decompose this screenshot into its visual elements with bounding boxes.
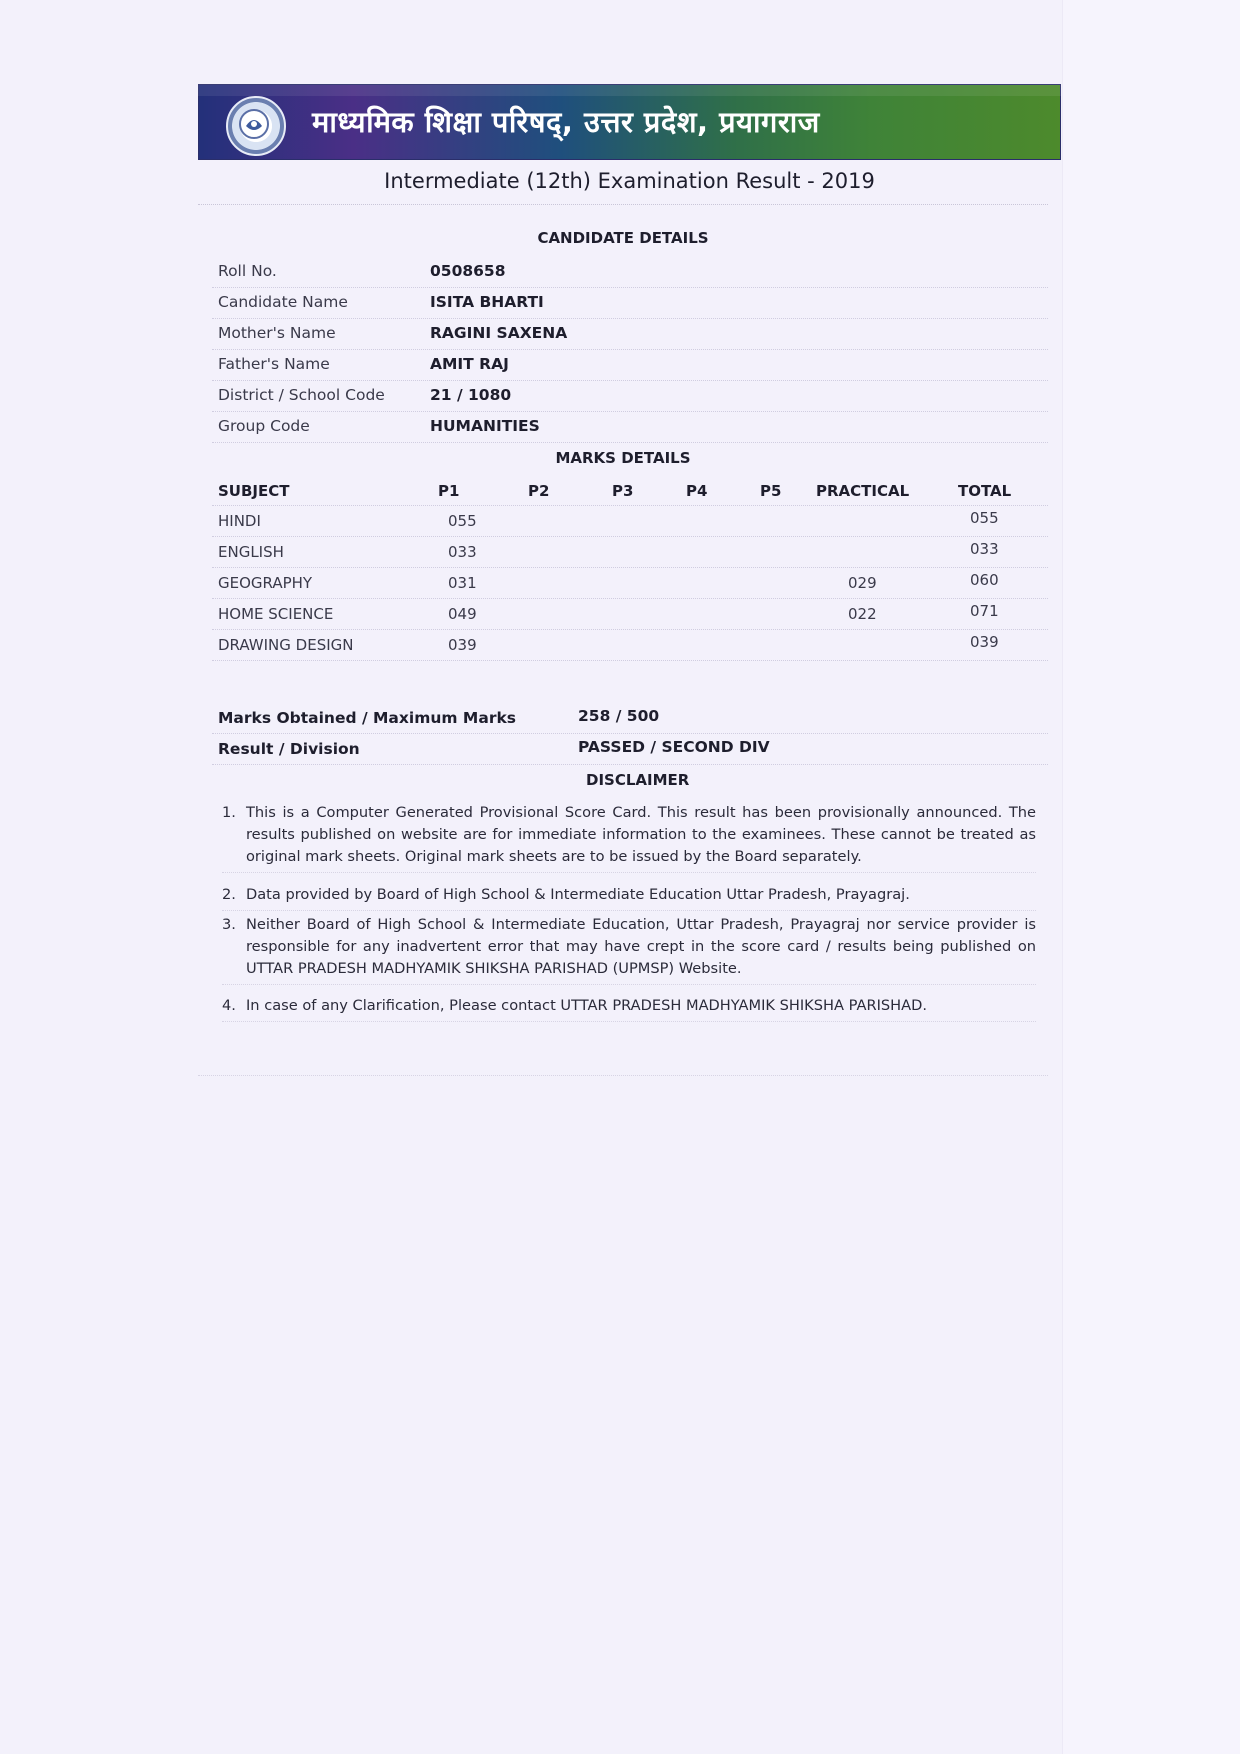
- district-school-code-label: District / School Code: [218, 386, 385, 404]
- col-p2: P2: [528, 482, 550, 500]
- father-name-value: AMIT RAJ: [430, 355, 509, 373]
- disclaimer-item: [222, 914, 1036, 985]
- total-cell: 033: [970, 540, 999, 558]
- col-p1: P1: [438, 482, 460, 500]
- col-practical: PRACTICAL: [816, 482, 910, 500]
- col-p5: P5: [760, 482, 782, 500]
- candidate-name-row: [212, 287, 1048, 319]
- subject-cell: GEOGRAPHY: [218, 574, 313, 592]
- group-code-value: HUMANITIES: [430, 417, 540, 435]
- group-code-label: Group Code: [218, 417, 310, 435]
- disclaimer-number: 4.: [222, 997, 236, 1014]
- disclaimer-item: [222, 802, 1036, 873]
- disclaimer-number: 3.: [222, 916, 236, 933]
- total-cell: 039: [970, 633, 999, 651]
- practical-cell: 029: [848, 574, 877, 592]
- table-row: [212, 567, 1048, 599]
- subject-cell: DRAWING DESIGN: [218, 636, 354, 654]
- col-subject: SUBJECT: [218, 482, 290, 500]
- disclaimer-number: 2.: [222, 886, 236, 903]
- roll-number-label: Roll No.: [218, 262, 277, 280]
- col-p4: P4: [686, 482, 708, 500]
- marks-obtained-row: [212, 702, 1048, 734]
- exam-title: Intermediate (12th) Examination Result - 2019: [384, 169, 875, 193]
- result-division-label: Result / Division: [218, 740, 360, 758]
- subject-cell: HINDI: [218, 512, 261, 530]
- disclaimer-text: In case of any Clarification, Please contact UTTAR PRADESH MADHYAMIK SHIKSHA PARISHAD.: [246, 997, 928, 1014]
- roll-number-row: [212, 256, 1048, 288]
- mother-name-label: Mother's Name: [218, 324, 336, 342]
- result-division-row: [212, 733, 1048, 765]
- table-row: [212, 629, 1048, 661]
- subject-cell: HOME SCIENCE: [218, 605, 334, 623]
- col-p3: P3: [612, 482, 634, 500]
- p1-cell: 031: [448, 574, 477, 592]
- disclaimer-text: Neither Board of High School & Intermediate Education, Uttar Pradesh, Prayagraj nor service provider is responsible for any inadvertent error that may have crept in the score card / results being published on UTTAR PRADESH MADHYAMIK SHIKSHA PARISHAD (UPMSP) Website.: [246, 916, 1036, 977]
- practical-cell: 022: [848, 605, 877, 623]
- p1-cell: 055: [448, 512, 477, 530]
- marks-details-heading: MARKS DETAILS: [555, 449, 691, 467]
- district-school-code-row: [212, 380, 1048, 412]
- candidate-name-value: ISITA BHARTI: [430, 293, 544, 311]
- p1-cell: 033: [448, 543, 477, 561]
- upmsp-emblem-icon: [226, 96, 286, 156]
- roll-number-value: 0508658: [430, 262, 506, 280]
- total-cell: 060: [970, 571, 999, 589]
- table-row: [212, 536, 1048, 568]
- board-title: माध्यमिक शिक्षा परिषद्, उत्तर प्रदेश, प्रयागराज: [312, 105, 820, 139]
- subject-cell: ENGLISH: [218, 543, 284, 561]
- group-code-row: [212, 411, 1048, 443]
- candidate-name-label: Candidate Name: [218, 293, 348, 311]
- total-cell: 055: [970, 509, 999, 527]
- p1-cell: 039: [448, 636, 477, 654]
- p1-cell: 049: [448, 605, 477, 623]
- mother-name-row: [212, 318, 1048, 350]
- disclaimer-item: [222, 884, 1036, 911]
- father-name-label: Father's Name: [218, 355, 330, 373]
- father-name-row: [212, 349, 1048, 381]
- table-row: [212, 505, 1048, 537]
- disclaimer-heading: DISCLAIMER: [586, 771, 690, 789]
- col-total: TOTAL: [958, 482, 1012, 500]
- marks-obtained-label: Marks Obtained / Maximum Marks: [218, 709, 516, 727]
- total-cell: 071: [970, 602, 999, 620]
- district-school-code-value: 21 / 1080: [430, 386, 512, 404]
- disclaimer-text: Data provided by Board of High School & Intermediate Education Uttar Pradesh, Prayagraj.: [246, 886, 910, 903]
- mother-name-value: RAGINI SAXENA: [430, 324, 568, 342]
- result-division-value: PASSED / SECOND DIV: [578, 738, 770, 756]
- table-row: [212, 598, 1048, 630]
- marks-obtained-value: 258 / 500: [578, 707, 660, 725]
- disclaimer-number: 1.: [222, 804, 236, 821]
- disclaimer-text: This is a Computer Generated Provisional Score Card. This result has been provisionally announced. The results published on website are for immediate information to the examinees. These cannot be treated as original mark sheets. Original mark sheets are to be issued by the Board separately.: [246, 804, 1036, 865]
- divider: [198, 1075, 1048, 1076]
- candidate-details-heading: CANDIDATE DETAILS: [537, 229, 709, 247]
- disclaimer-item: [222, 995, 1036, 1022]
- marks-header-row: [212, 474, 1048, 506]
- divider: [198, 204, 1048, 205]
